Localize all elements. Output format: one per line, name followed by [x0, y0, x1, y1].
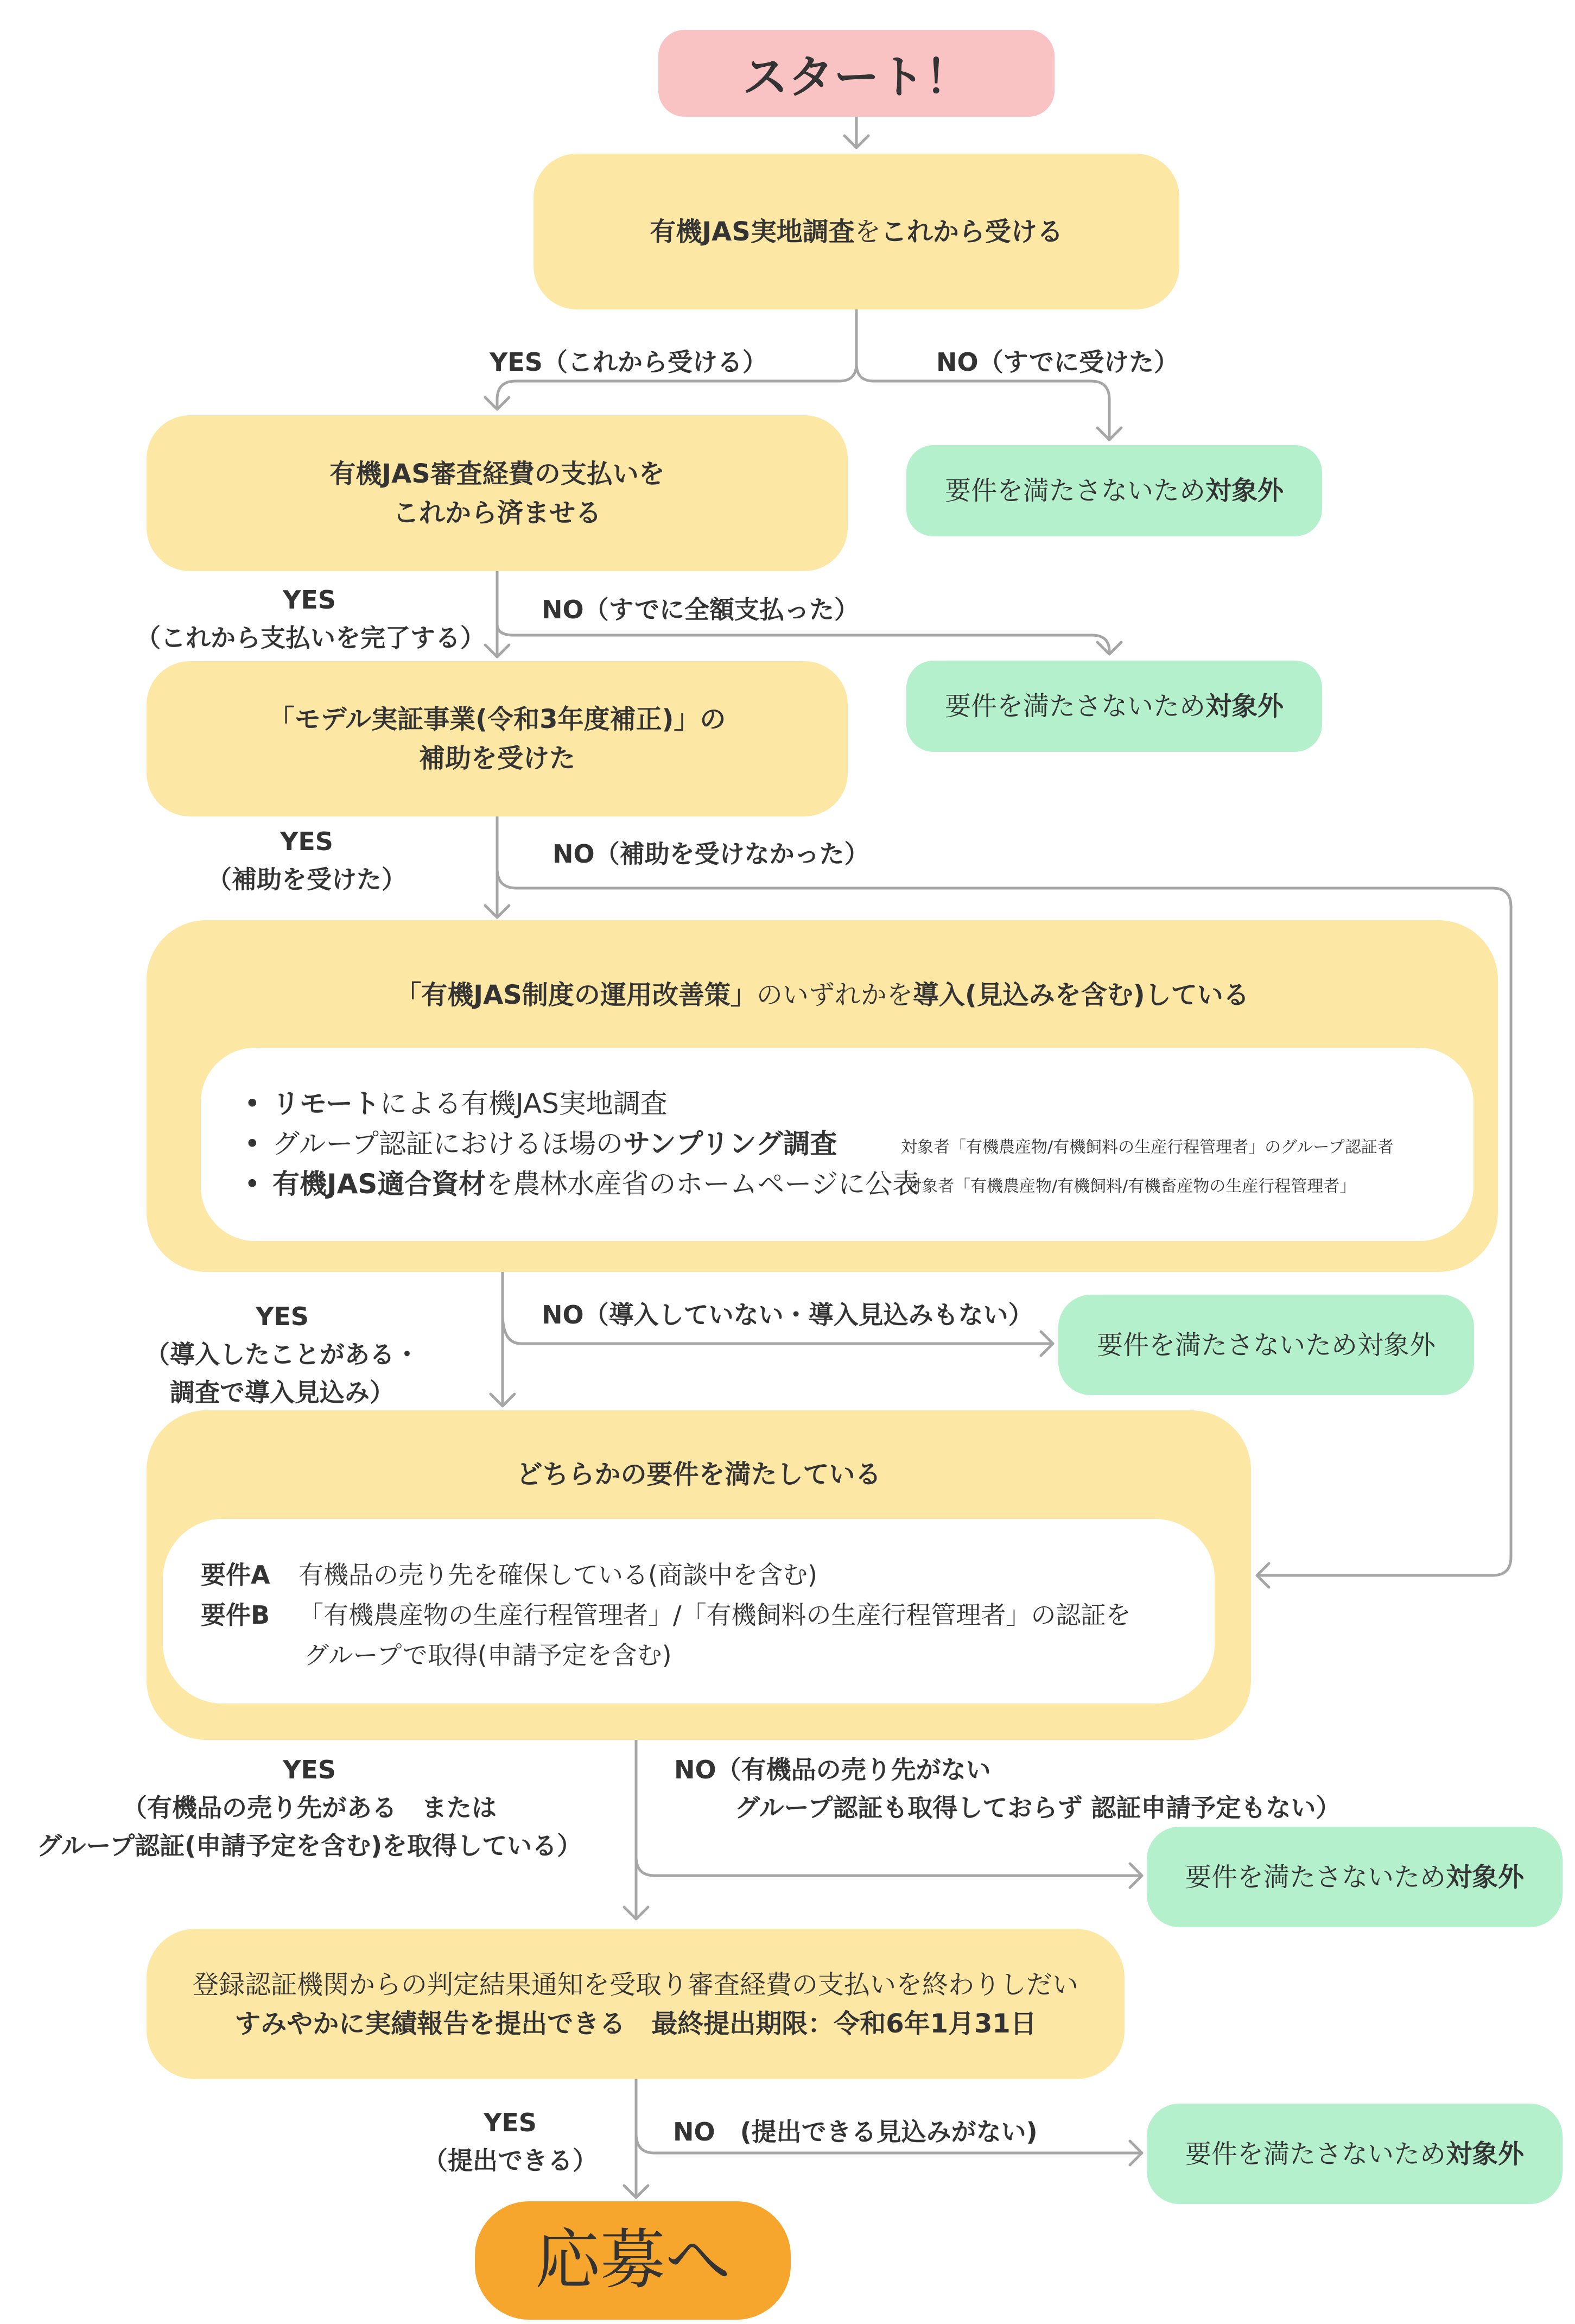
- q6-yes-label: [412, 2104, 608, 2180]
- q4-bullet-3-note: 対象者「有機農産物/有機飼料/有機畜産物の生産行程管理者」: [905, 1177, 1356, 1196]
- q4-bullet-2: • グループ認証におけるほ場のサンプリング調査: [244, 1128, 837, 1160]
- q4-yes-line2: （導入したことがある・: [145, 1340, 420, 1369]
- q4-yes-label: [136, 1297, 429, 1411]
- out-5-text: 要件を満たさないため: [1185, 2138, 1446, 2169]
- q6-yes-line2: （提出できる）: [423, 2146, 598, 2175]
- connector-q2-no: [497, 624, 1109, 654]
- q1-text-c: これから受ける: [880, 216, 1063, 247]
- q3-line1: 「モデル実証事業(令和3年度補正)」の: [268, 704, 726, 734]
- q2-yes-line2: （これから支払いを完了する）: [136, 623, 485, 653]
- q5-yes-line1: YES: [283, 1755, 336, 1784]
- q4-title-b: のいずれかを: [756, 980, 913, 1010]
- q2-line2: これから済ませる: [392, 497, 601, 528]
- q4-bullet-3: • 有機JAS適合資材を農林水産省のホームページに公表: [244, 1168, 920, 1200]
- out-3-text: 要件を満たさないため対象外: [1096, 1329, 1436, 1360]
- q3-line2: 補助を受けた: [418, 743, 575, 774]
- q3-yes-label: [179, 822, 434, 898]
- q4-title-a: 「有機JAS制度の運用改善策」: [395, 980, 757, 1010]
- out-node-1: [906, 445, 1322, 536]
- q5-yes-label: [33, 1751, 586, 1865]
- out-5-bold: 対象外: [1446, 2138, 1525, 2169]
- out-2-text: 要件を満たさないため: [944, 691, 1205, 721]
- q4-bullet-2-bold: サンプリング調査: [623, 1128, 837, 1160]
- question-1: [534, 154, 1179, 309]
- start-label: スタート！: [742, 50, 970, 104]
- q5-req-b-cont: グループで取得(申請予定を含む): [304, 1641, 672, 1670]
- q4-bullet-2-note: 対象者「有機農産物/有機飼料の生産行程管理者」のグループ認証者: [901, 1138, 1394, 1157]
- q6-yes-line1: YES: [484, 2108, 537, 2137]
- apply-node[interactable]: [475, 2201, 791, 2320]
- out-node-2: [906, 661, 1322, 752]
- q5-no-line2: グループ認証も取得しておらず 認証申請予定もない）: [735, 1793, 1341, 1822]
- q2-yes-line1: YES: [283, 585, 336, 615]
- q4-bullet-1-text: による有機JAS実地調査: [380, 1088, 668, 1119]
- q6-line2: すみやかに実績報告を提出できる 最終提出期限：令和6年1月31日: [234, 2008, 1037, 2039]
- q4-title-c: 導入(見込みを含む)している: [912, 980, 1249, 1010]
- apply-label: 応募へ: [535, 2222, 731, 2298]
- question-2: [147, 415, 848, 571]
- start-node: [658, 30, 1055, 117]
- q4-yes-line1: YES: [256, 1302, 309, 1331]
- question-3: [147, 661, 848, 816]
- q6-no-label: NO (提出できる見込みがない): [673, 2117, 1038, 2146]
- q2-line1: 有機JAS審査経費の支払いを: [329, 458, 665, 489]
- q1-yes-label: YES（これから受ける）: [490, 347, 767, 377]
- q5-req-b-label: 要件B: [201, 1600, 270, 1630]
- q5-req-b: [201, 1595, 1131, 1635]
- q4-bullet-3-bold: 有機JAS適合資材: [272, 1168, 486, 1200]
- q5-no-line1: NO（有機品の売り先がない: [674, 1755, 991, 1784]
- q2-yes-label: [136, 581, 483, 657]
- q5-req-a-label: 要件A: [201, 1560, 270, 1590]
- q5-no-label: [674, 1751, 1341, 1827]
- q1-text-a: 有機JAS実地調査: [650, 216, 855, 247]
- q3-no-label: NO（補助を受けなかった）: [552, 839, 869, 869]
- q4-bullet-3-text: を農林水産省のホームページに公表: [486, 1168, 920, 1200]
- out-node-5: [1147, 2104, 1563, 2204]
- out-2-bold: 対象外: [1205, 691, 1284, 721]
- out-node-4: [1147, 1827, 1563, 1927]
- q5-yes-line2: （有機品の売り先がある または: [122, 1793, 497, 1822]
- q1-text-b: を: [854, 216, 881, 247]
- q3-yes-line1: YES: [280, 827, 333, 856]
- out-1-text: 要件を満たさないため: [944, 476, 1205, 506]
- connector-q5-no: [636, 1857, 1142, 1876]
- question-6: [147, 1929, 1125, 2079]
- out-4-text: 要件を満たさないため: [1185, 1861, 1446, 1892]
- q5-title: どちらかの要件を満たしている: [516, 1459, 881, 1490]
- q5-req-b-text: 「有機農産物の生産行程管理者」/「有機飼料の生産行程管理者」の認証を: [299, 1600, 1131, 1630]
- q4-yes-line3: 調査で導入見込み）: [170, 1378, 395, 1407]
- q2-no-label: NO（すでに全額支払った）: [542, 595, 859, 624]
- q5-yes-line3: グループ認証(申請予定を含む)を取得している）: [36, 1831, 582, 1860]
- q4-no-label: NO（導入していない・導入見込みもない）: [542, 1300, 1033, 1329]
- q5-req-a: [201, 1555, 817, 1595]
- out-4-bold: 対象外: [1446, 1861, 1525, 1892]
- q1-no-label: NO（すでに受けた）: [936, 347, 1179, 377]
- q4-bullet-2-text: グループ認証におけるほ場の: [272, 1128, 623, 1160]
- q5-req-a-text: 有機品の売り先を確保している(商談中を含む): [299, 1560, 817, 1590]
- q4-bullet-1: • リモートによる有機JAS実地調査: [244, 1088, 668, 1119]
- q4-bullet-1-bold: リモート: [272, 1088, 380, 1119]
- out-1-bold: 対象外: [1205, 476, 1284, 506]
- q6-line1: 登録認証機関からの判定結果通知を受取り審査経費の支払いを終わりしだい: [192, 1969, 1078, 2000]
- out-node-3: [1058, 1295, 1474, 1395]
- q3-yes-line2: （補助を受けた）: [207, 865, 407, 894]
